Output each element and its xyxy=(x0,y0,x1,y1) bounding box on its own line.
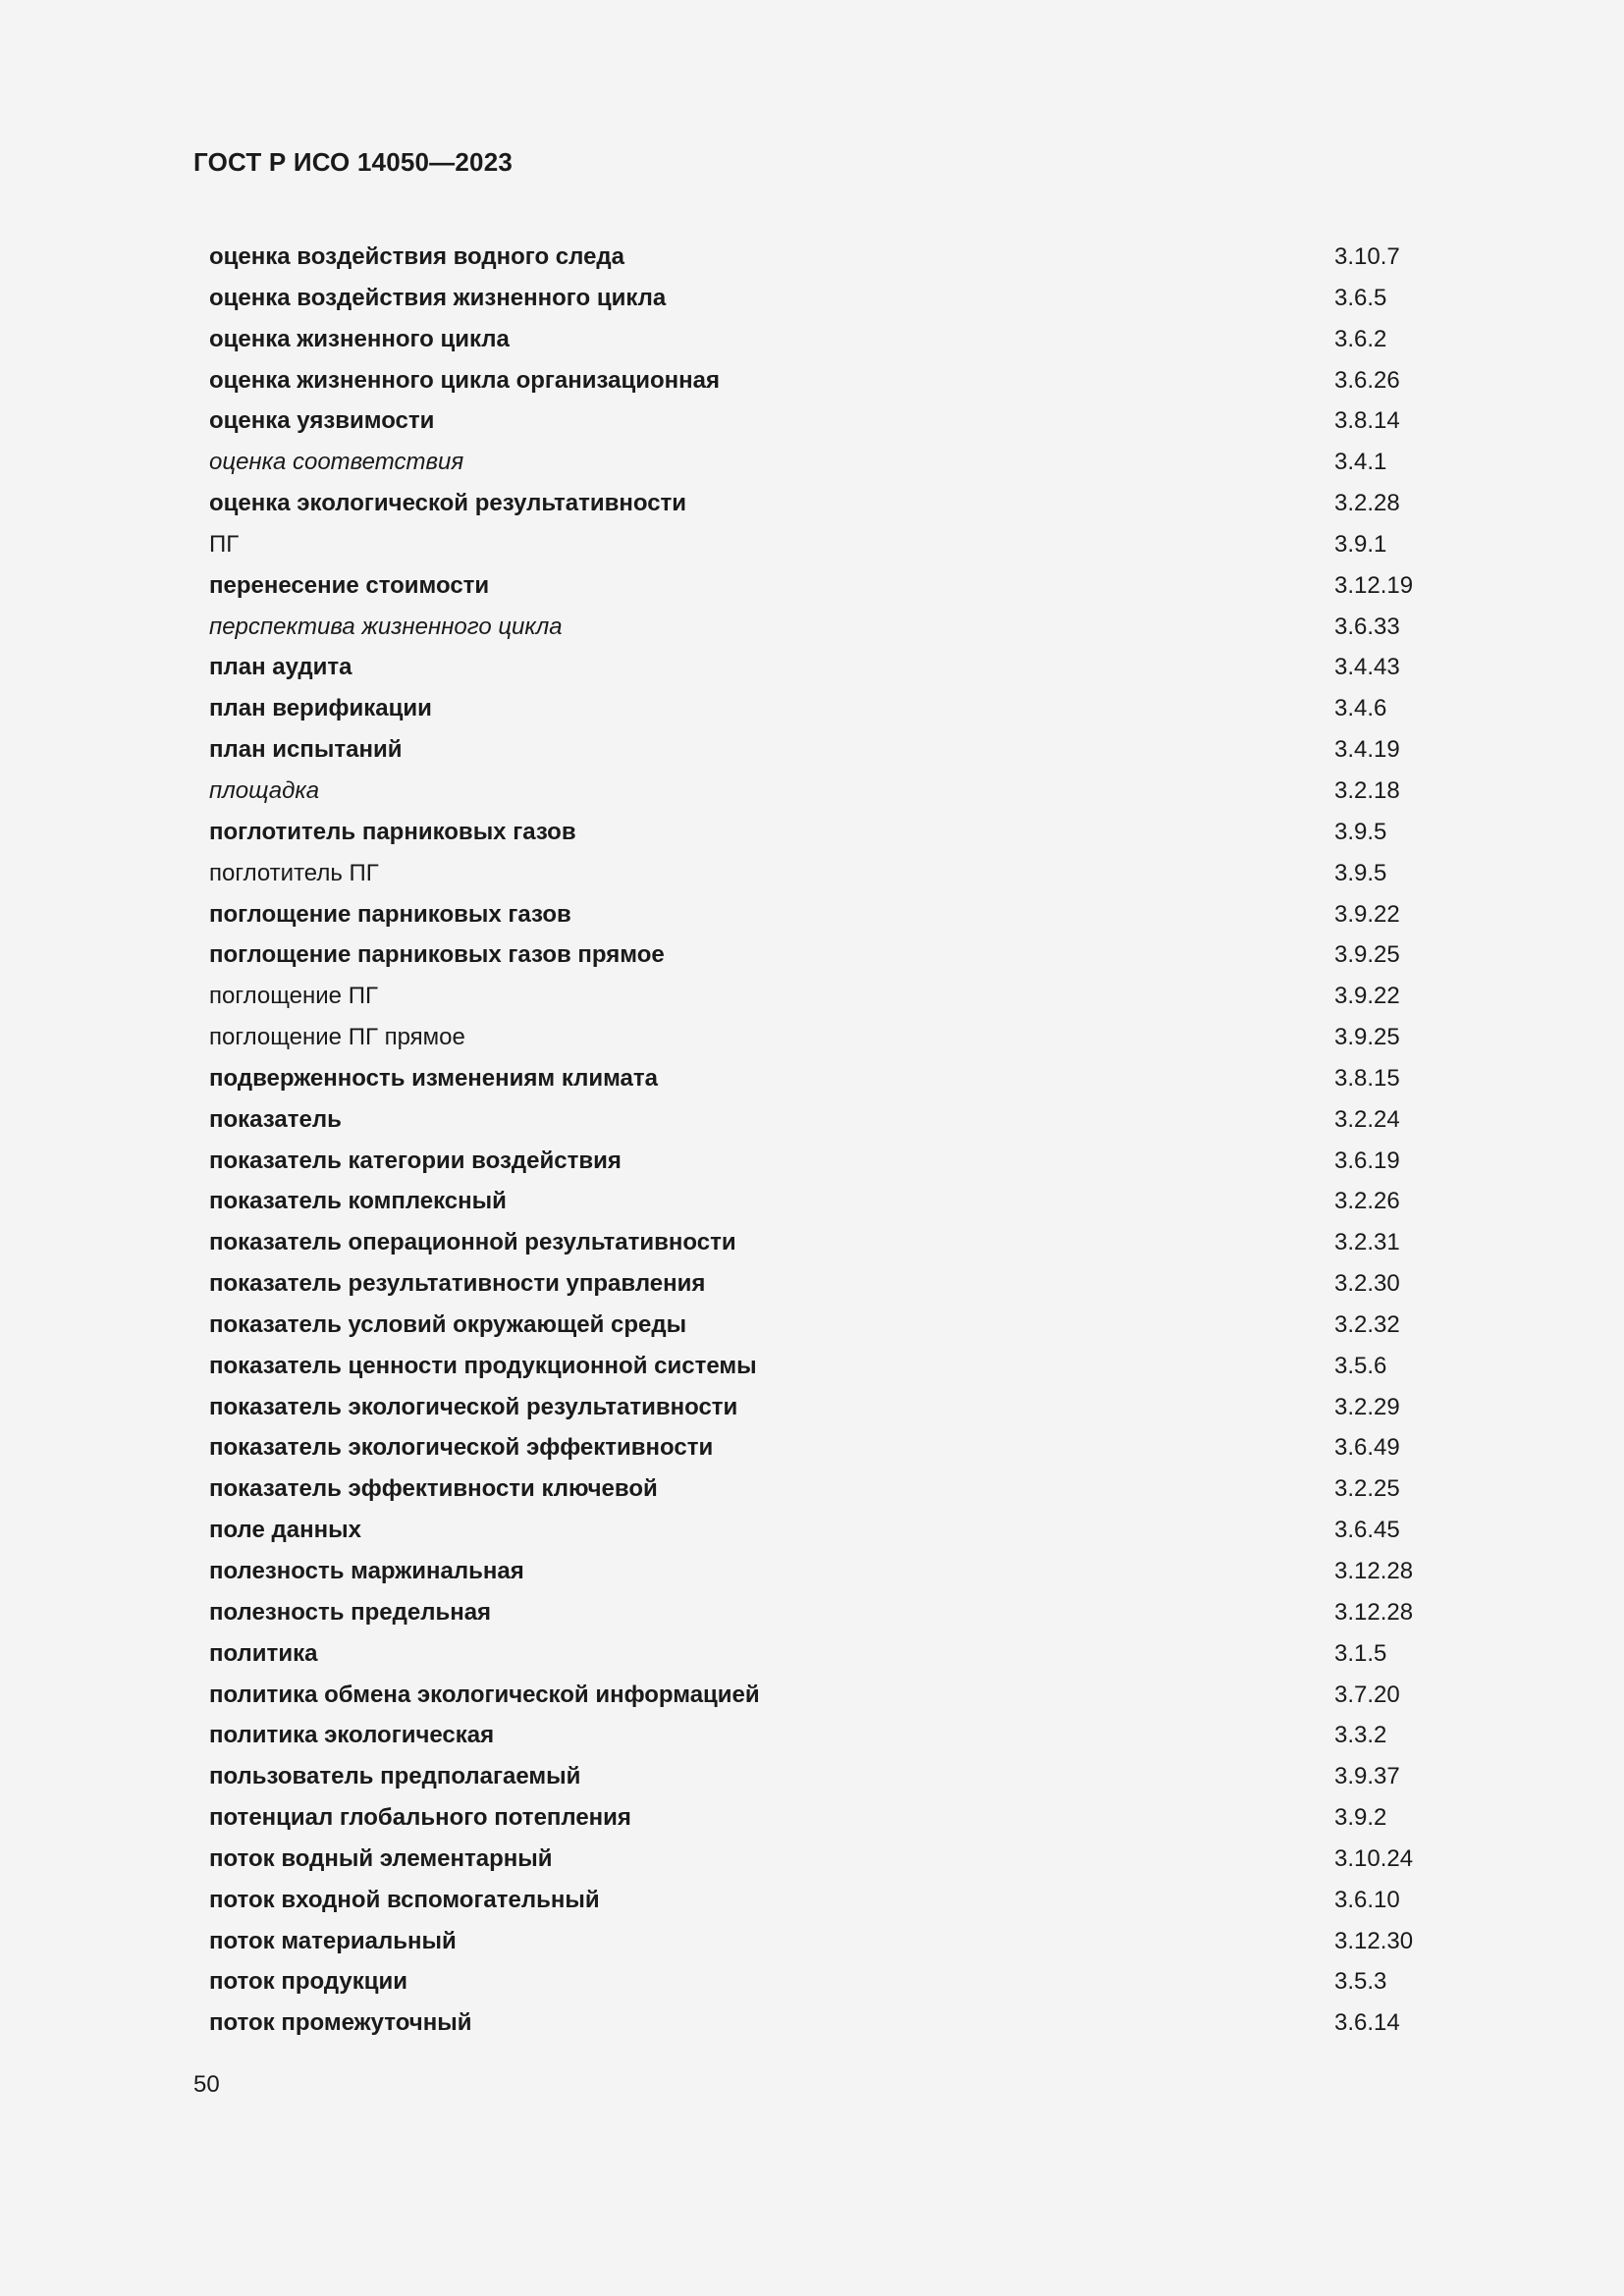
index-term: подверженность изменениям климата xyxy=(209,1064,659,1092)
index-entry xyxy=(209,1883,1446,1924)
index-reference: 3.6.49 xyxy=(1334,1434,1400,1462)
index-reference: 3.9.5 xyxy=(1334,818,1387,845)
index-entry xyxy=(209,897,1446,938)
index-reference: 3.7.20 xyxy=(1334,1681,1400,1708)
index-entry xyxy=(209,1842,1446,1883)
index-entry xyxy=(209,1513,1446,1554)
index-entry xyxy=(209,1266,1446,1308)
index-term: план верификации xyxy=(209,695,432,722)
index-entry xyxy=(209,650,1446,691)
index-reference: 3.6.45 xyxy=(1334,1517,1400,1544)
index-entry xyxy=(209,979,1446,1020)
index-reference: 3.6.33 xyxy=(1334,613,1400,640)
index-entry xyxy=(209,610,1446,651)
index-reference: 3.12.19 xyxy=(1334,571,1414,599)
index-reference: 3.9.22 xyxy=(1334,983,1400,1010)
index-entry xyxy=(209,403,1446,445)
index-term: политика xyxy=(209,1639,318,1667)
index-reference: 3.5.6 xyxy=(1334,1352,1387,1379)
index-term: поглощение парниковых газов xyxy=(209,900,571,928)
index-reference: 3.6.2 xyxy=(1334,325,1387,352)
index-term: полезность предельная xyxy=(209,1598,492,1626)
index-reference: 3.6.14 xyxy=(1334,2009,1400,2037)
index-reference: 3.1.5 xyxy=(1334,1639,1387,1667)
index-entry xyxy=(209,1144,1446,1185)
index-term: пользователь предполагаемый xyxy=(209,1763,581,1790)
index-entry xyxy=(209,568,1446,610)
index-term: показатель экологической эффективности xyxy=(209,1434,714,1462)
index-term: поток водный элементарный xyxy=(209,1844,553,1872)
index-term: ПГ xyxy=(209,530,240,558)
index-reference: 3.6.5 xyxy=(1334,284,1387,311)
index-entry xyxy=(209,1964,1446,2005)
index-term: полезность маржинальная xyxy=(209,1558,524,1584)
index-entry xyxy=(209,1020,1446,1061)
index-reference: 3.12.30 xyxy=(1334,1927,1414,1954)
index-reference: 3.12.28 xyxy=(1334,1598,1414,1626)
index-reference: 3.4.19 xyxy=(1334,736,1400,764)
index-entry xyxy=(209,1471,1446,1513)
index-term: оценка жизненного цикла организационная xyxy=(209,366,720,394)
index-reference: 3.9.1 xyxy=(1334,530,1387,558)
index-term: поглощение ПГ прямое xyxy=(209,1024,465,1051)
index-entry xyxy=(209,1102,1446,1144)
document-header: ГОСТ Р ИСО 14050—2023 xyxy=(193,147,514,177)
index-term: показатель операционной результативности xyxy=(209,1229,736,1256)
index-term: показатель эффективности ключевой xyxy=(209,1475,658,1503)
index-term: поток входной вспомогательный xyxy=(209,1886,600,1913)
index-term: показатель экологической результативности xyxy=(209,1393,738,1420)
index-reference: 3.3.2 xyxy=(1334,1722,1387,1749)
index-entry xyxy=(209,1184,1446,1225)
index-reference: 3.4.1 xyxy=(1334,449,1387,476)
index-entry xyxy=(209,1061,1446,1102)
index-term: поле данных xyxy=(209,1517,361,1544)
index-entry xyxy=(209,1225,1446,1266)
index-reference: 3.2.32 xyxy=(1334,1310,1400,1338)
index-term: поток продукции xyxy=(209,1968,407,1996)
index-term: оценка соответствия xyxy=(209,449,464,476)
index-entry xyxy=(209,815,1446,856)
index-reference: 3.9.25 xyxy=(1334,1024,1400,1051)
index-entry xyxy=(209,1924,1446,1965)
index-reference: 3.9.25 xyxy=(1334,941,1400,969)
index-entry xyxy=(209,1430,1446,1471)
index-term: показатель категории воздействия xyxy=(209,1147,622,1174)
index-term: оценка уязвимости xyxy=(209,407,435,435)
index-entry xyxy=(209,691,1446,732)
index-entry xyxy=(209,2005,1446,2047)
index-reference: 3.8.15 xyxy=(1334,1064,1400,1092)
index-reference: 3.2.25 xyxy=(1334,1475,1400,1503)
index-term: план аудита xyxy=(209,654,352,681)
index-term: показатель ценности продукционной системы xyxy=(209,1352,757,1379)
index-reference: 3.5.3 xyxy=(1334,1968,1387,1996)
index-term: показатель xyxy=(209,1105,342,1133)
index-reference: 3.2.26 xyxy=(1334,1188,1400,1215)
index-reference: 3.10.7 xyxy=(1334,243,1400,270)
index-entry xyxy=(209,1349,1446,1390)
index-entry xyxy=(209,1308,1446,1349)
index-term: политика экологическая xyxy=(209,1722,495,1749)
index-reference: 3.9.22 xyxy=(1334,900,1400,928)
index-entry xyxy=(209,322,1446,363)
index-reference: 3.10.24 xyxy=(1334,1844,1414,1872)
index-reference: 3.4.6 xyxy=(1334,695,1387,722)
index-entry xyxy=(209,445,1446,486)
index-entry xyxy=(209,1595,1446,1636)
index-entry xyxy=(209,937,1446,979)
index-entry xyxy=(209,1678,1446,1719)
index-entry xyxy=(209,486,1446,527)
index-term: поглотитель парниковых газов xyxy=(209,818,576,845)
index-term: оценка воздействия жизненного цикла xyxy=(209,284,667,311)
index-reference: 3.2.30 xyxy=(1334,1270,1400,1298)
index-term: потенциал глобального потепления xyxy=(209,1804,631,1832)
index-term: поток материальный xyxy=(209,1927,457,1954)
index-reference: 3.8.14 xyxy=(1334,407,1400,435)
index-term: перспектива жизненного цикла xyxy=(209,613,563,640)
index-reference: 3.2.28 xyxy=(1334,490,1400,517)
index-reference: 3.6.19 xyxy=(1334,1147,1400,1174)
index-term: план испытаний xyxy=(209,736,403,764)
index-term: оценка воздействия водного следа xyxy=(209,243,624,270)
index-entry xyxy=(209,1554,1446,1595)
index-reference: 3.2.29 xyxy=(1334,1393,1400,1420)
index-entry xyxy=(209,1759,1446,1800)
index-term: перенесение стоимости xyxy=(209,571,490,599)
index-list xyxy=(209,240,1446,2047)
index-term: показатель результативности управления xyxy=(209,1270,706,1298)
index-entry xyxy=(209,363,1446,404)
index-term: поглощение ПГ xyxy=(209,983,378,1010)
index-reference: 3.9.2 xyxy=(1334,1804,1387,1832)
index-entry xyxy=(209,281,1446,322)
index-term: площадка xyxy=(209,776,320,804)
index-entry xyxy=(209,774,1446,815)
index-term: показатель условий окружающей среды xyxy=(209,1310,687,1338)
index-entry xyxy=(209,1390,1446,1431)
index-entry xyxy=(209,527,1446,568)
index-entry xyxy=(209,1800,1446,1842)
index-entry xyxy=(209,240,1446,281)
index-term: поток промежуточный xyxy=(209,2009,472,2037)
index-reference: 3.2.31 xyxy=(1334,1229,1400,1256)
index-entry xyxy=(209,856,1446,897)
index-reference: 3.6.26 xyxy=(1334,366,1400,394)
index-term: оценка жизненного цикла xyxy=(209,325,510,352)
index-reference: 3.4.43 xyxy=(1334,654,1400,681)
index-term: поглощение парниковых газов прямое xyxy=(209,941,665,969)
index-reference: 3.2.24 xyxy=(1334,1105,1400,1133)
index-reference: 3.9.37 xyxy=(1334,1763,1400,1790)
index-term: политика обмена экологической информацией xyxy=(209,1681,760,1708)
index-term: поглотитель ПГ xyxy=(209,859,379,886)
index-reference: 3.6.10 xyxy=(1334,1886,1400,1913)
index-term: показатель комплексный xyxy=(209,1188,507,1215)
index-entry xyxy=(209,732,1446,774)
index-reference: 3.2.18 xyxy=(1334,776,1400,804)
index-reference: 3.12.28 xyxy=(1334,1558,1414,1584)
index-reference: 3.9.5 xyxy=(1334,859,1387,886)
index-term: оценка экологической результативности xyxy=(209,490,687,517)
index-entry xyxy=(209,1636,1446,1678)
page-number: 50 xyxy=(193,2071,220,2098)
index-entry xyxy=(209,1718,1446,1759)
